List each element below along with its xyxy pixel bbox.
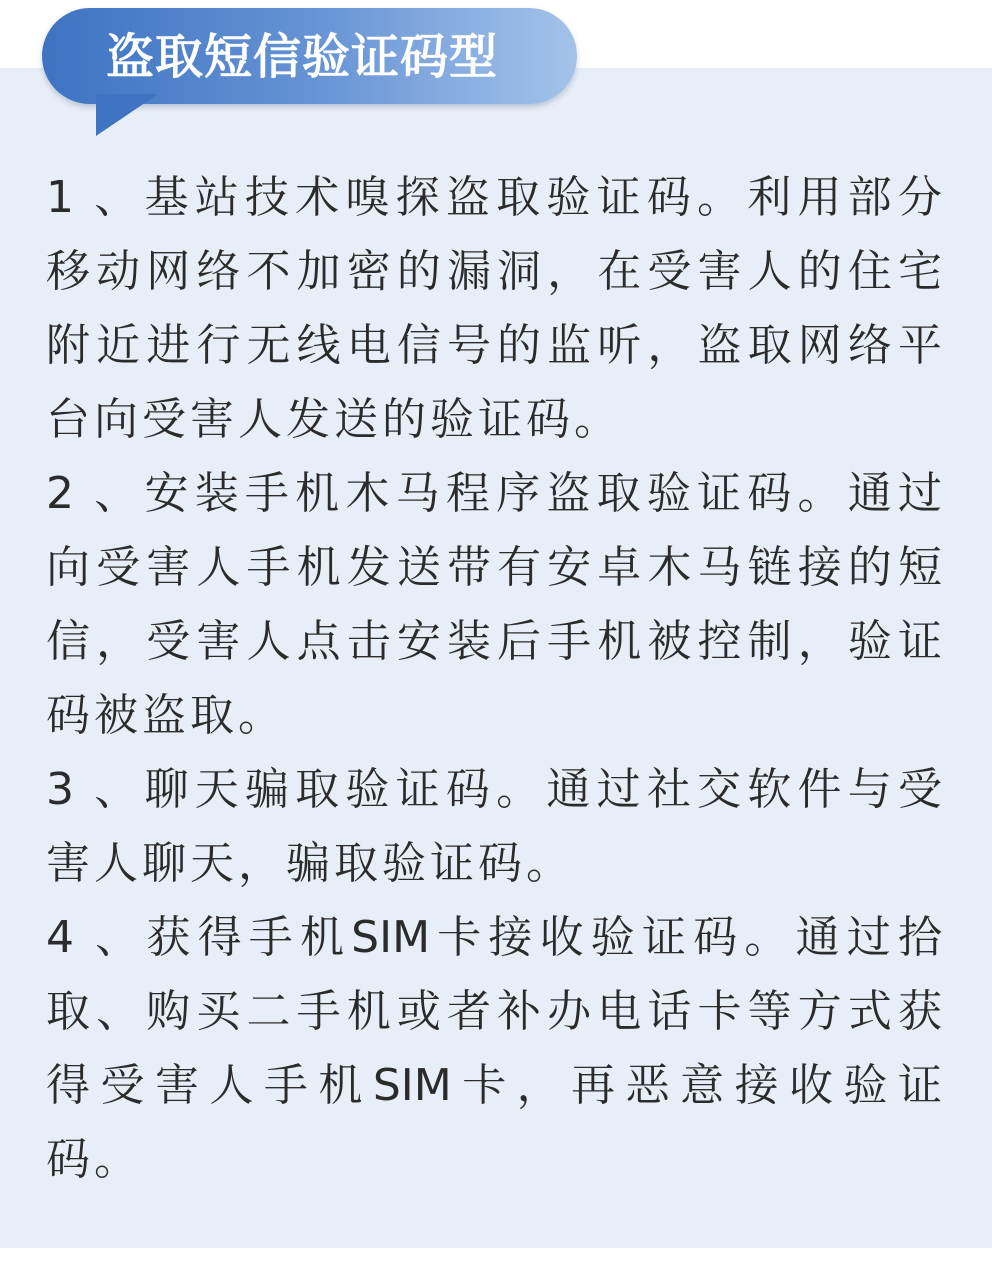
- text-line: 1 、基站技术嗅探盗取验证码。利用部分: [46, 172, 942, 223]
- text-line: 移动网络不加密的漏洞，在受害人的住宅: [46, 246, 942, 297]
- section-title: 盗取短信验证码型: [106, 29, 499, 85]
- text-line: 4 、获得手机SIM卡接收验证码。通过拾: [46, 912, 942, 963]
- text-line: 附近进行无线电信号的监听，盗取网络平: [46, 320, 942, 371]
- text-line: 2 、安装手机木马程序盗取验证码。通过: [46, 468, 942, 519]
- text-line: 台向受害人发送的验证码。: [46, 394, 622, 445]
- text-line: 信，受害人点击安装后手机被控制，验证: [46, 616, 942, 667]
- text-line: 取、购买二手机或者补办电话卡等方式获: [46, 986, 942, 1037]
- text-line: 向受害人手机发送带有安卓木马链接的短: [46, 542, 942, 593]
- text-line: 得受害人手机SIM卡，再恶意接收验证: [46, 1060, 942, 1111]
- text-line: 害人聊天，骗取验证码。: [46, 838, 574, 889]
- text-line: 3 、聊天骗取验证码。通过社交软件与受: [46, 764, 942, 815]
- title-bubble-tail: [96, 94, 158, 136]
- article-body: [46, 161, 942, 1197]
- text-line: 码被盗取。: [46, 690, 286, 741]
- text-line: 码。: [46, 1134, 142, 1185]
